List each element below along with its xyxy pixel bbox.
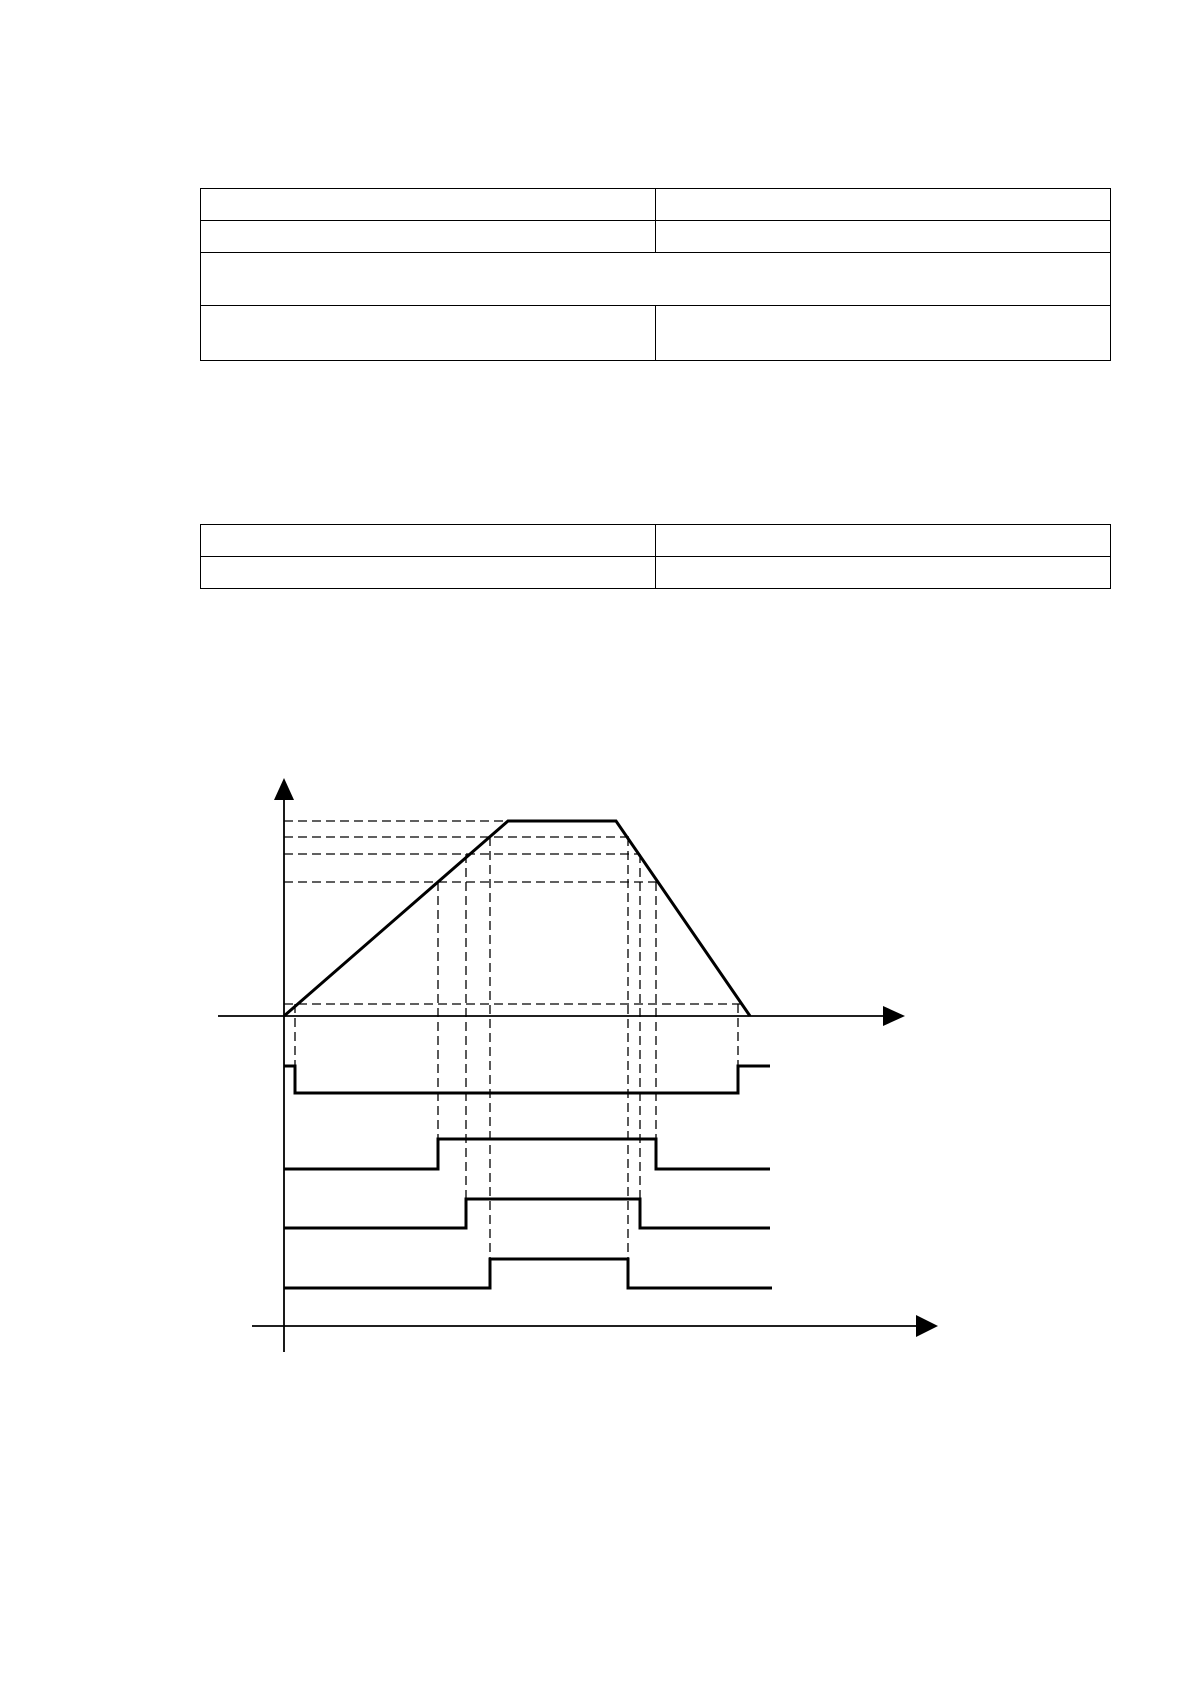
arrow-right-icon: [883, 1006, 905, 1026]
arrow-up-icon: [274, 778, 294, 800]
arrow-right-icon: [916, 1315, 938, 1337]
signal-waveform-3: [284, 1199, 770, 1228]
dashed-guides: [284, 821, 744, 1259]
speed-profile-curve: [284, 821, 750, 1016]
signal-waveforms: [284, 1066, 772, 1288]
signal-waveform-2: [284, 1139, 770, 1169]
signal-waveform-1: [284, 1066, 770, 1093]
axes: [218, 800, 918, 1352]
signal-waveform-4: [284, 1259, 772, 1288]
